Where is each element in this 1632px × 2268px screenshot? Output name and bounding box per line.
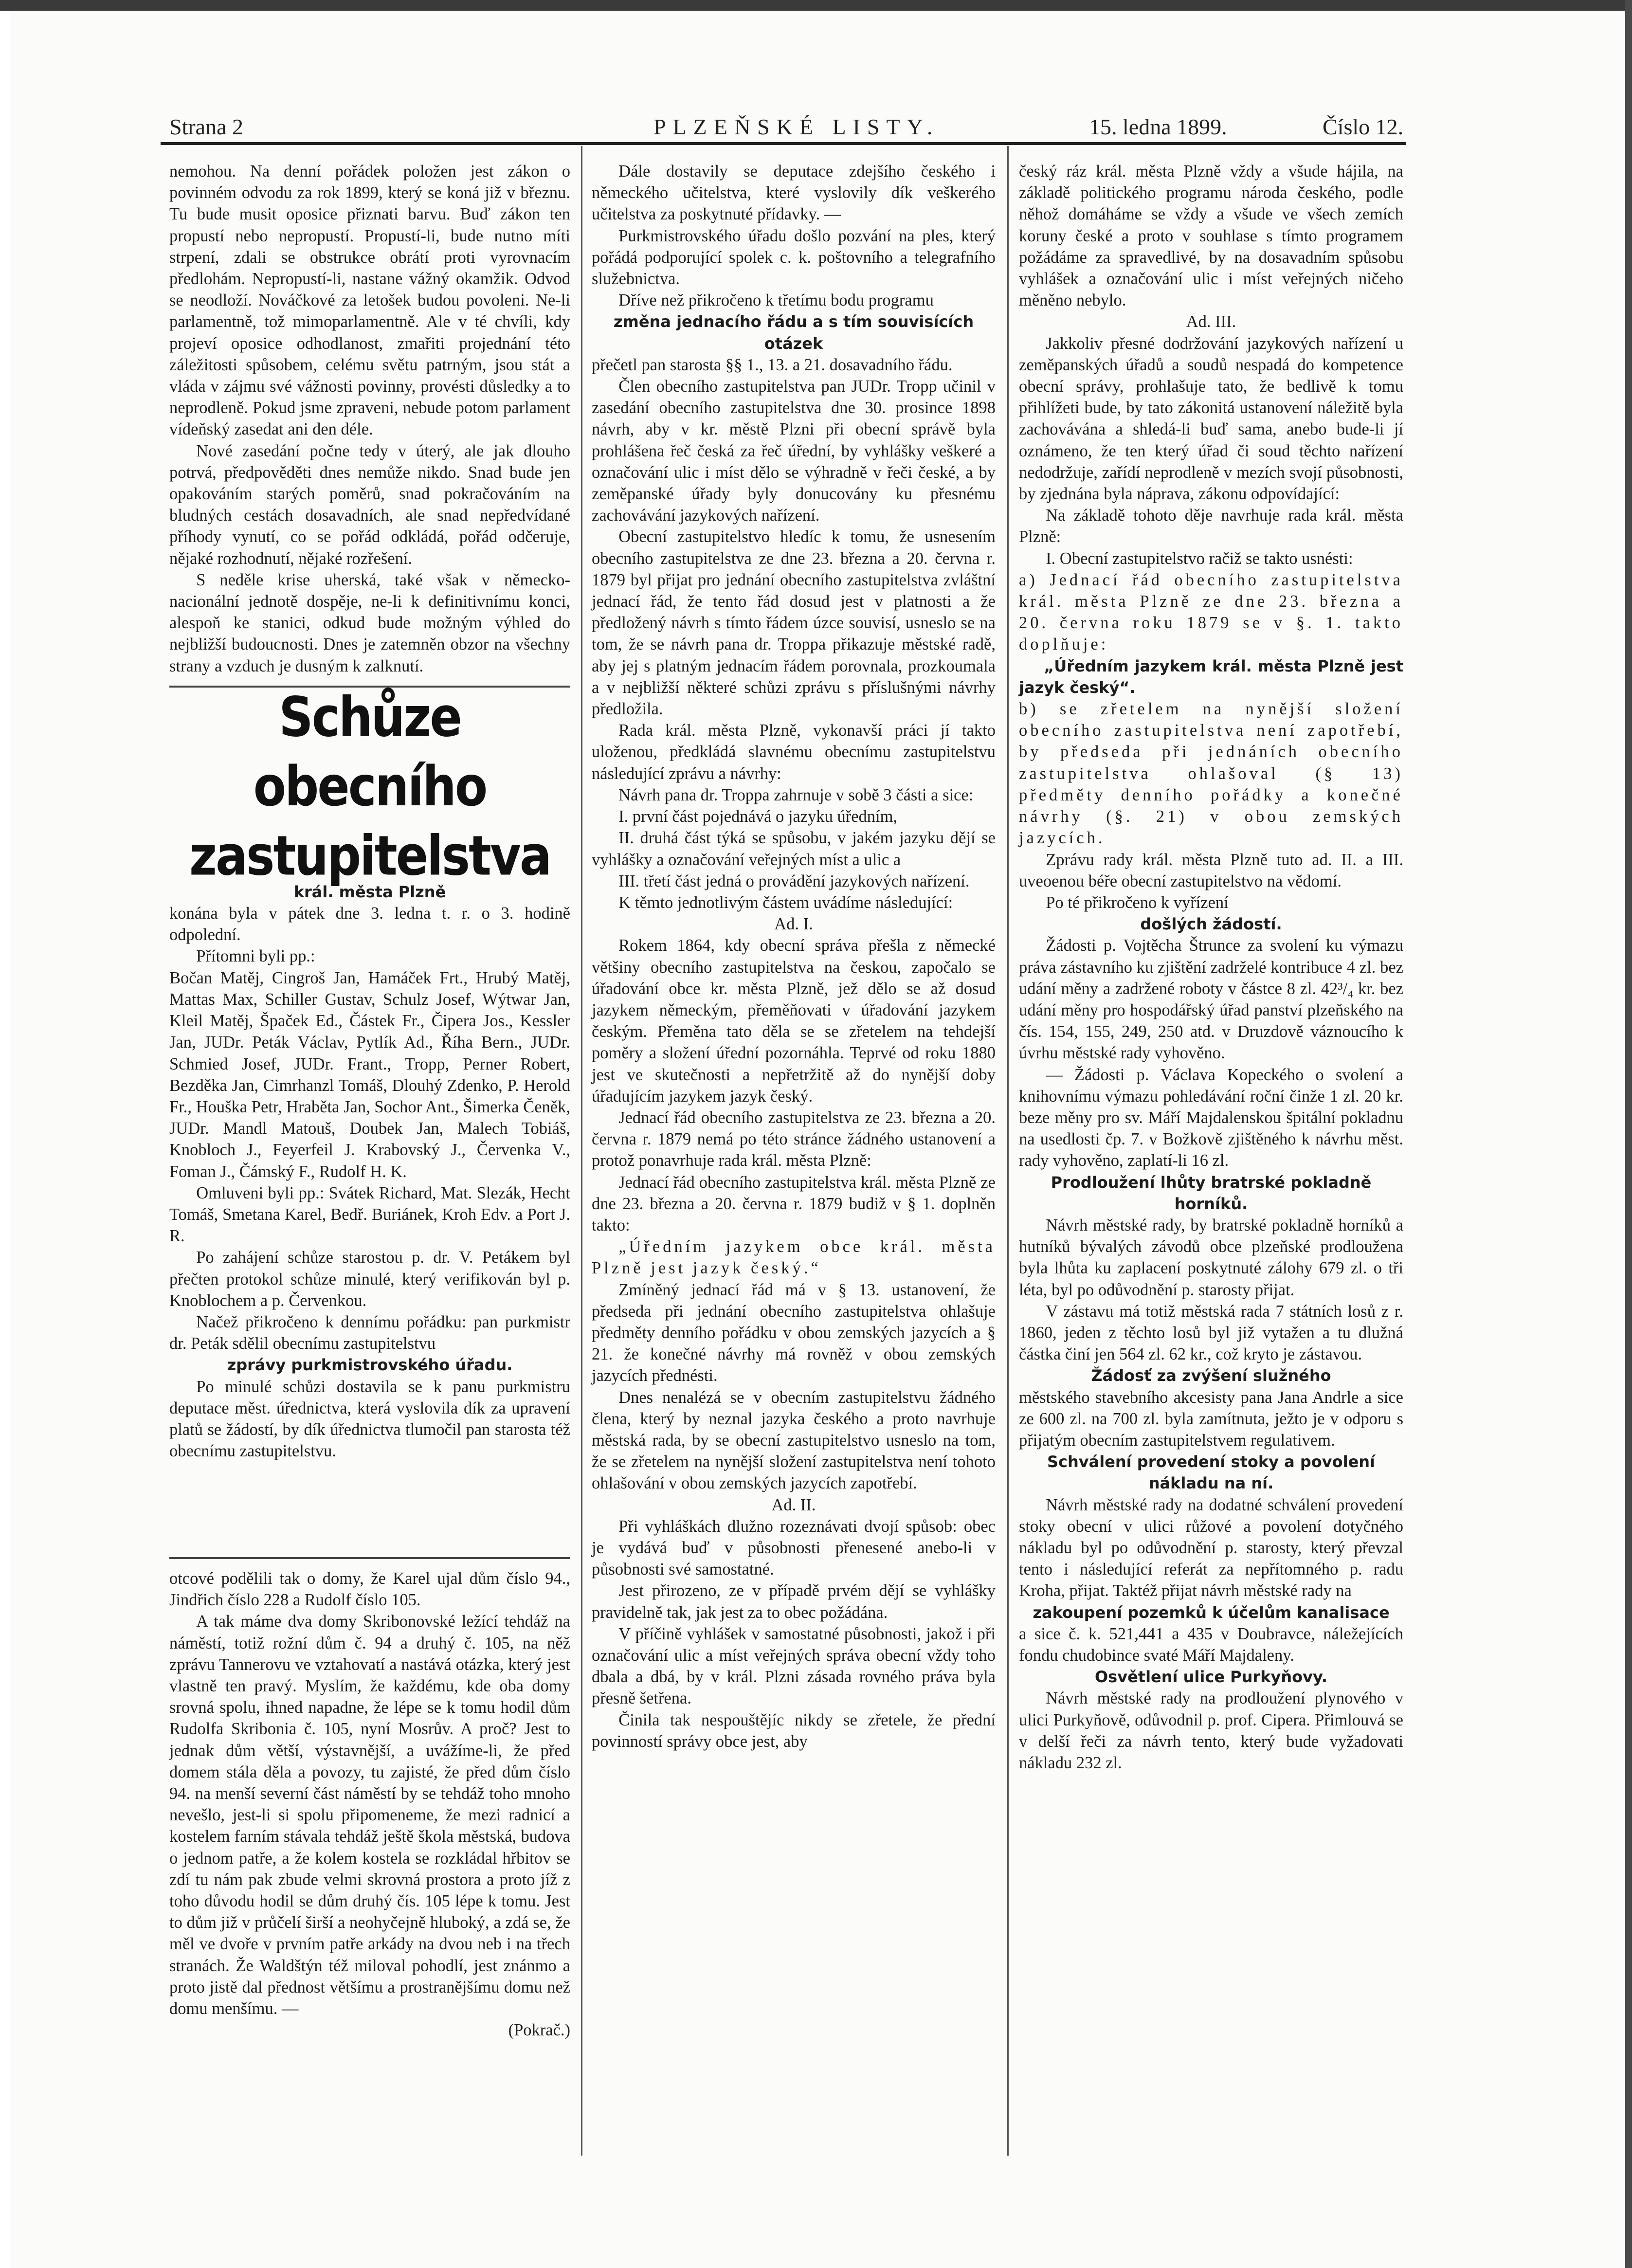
article-paragraph: A tak máme dva domy Skribonovské ležící tehdáž na náměstí, totiž rožní dům č. 94 a druhý č. 105, na něž zprávu Tannerovu ve vztahovatí a nastává otázka, který jest vlastně ten pravý. Myslím, že každému, kde oba domy srovná spolu, ihned napadne, že lépe se k tomu hodil dům Rudolfa Skribonia č. 105, nyní Mosrův. A proč? Jest to jednak dům větší, výstavnější, a uvážíme-li, že před domem stála děla a povozy, tu zajisté, že před dům číslo 94. na menší severní část náměstí by se tehdáž toho mnoho nevešlo, jest-li si spolu připomeneme, že mezi radnicí a kostelem farním stávala tehdáž ještě škola městská, budova o jednom patře, a že kolem kostela se rozkládal hřbitov se zdí tu nám pak zbude velmi skrovná prostora a proto jíž z toho důvodu hodil se dům druhý čís. 105 lépe k tomu. Jest to dům již v průčelí širší a neohyčejně hluboký, a zdá se, že měl ve dvoře v prvním patře arkády na dvou neb i na třech stranách. Že Waldštýn též miloval pohodlí, jest znánmo a proto jistě dal přednost většímu a prostranějšímu domu než domu menšímu. — — [169, 1612, 570, 2018]
article-paragraph: Rokem 1864, kdy obecní správa přešla z německé většiny obecního zastupitelstva na českou, započalo se úřadování obce kr. města Plzně, jež dělo se až dosud jazykem německým, přeměňovati v úřadování jazykem českým. Přeměna tato děla se se zřetelem na tehdejší poměry a složení úřední pozornáhla. Teprvé od roku 1880 jest ve skutečnosti a nepřetržitě až do nynější doby úřadujícím jazykem jazyk český. — [592, 936, 996, 1106]
article-paragraph: Zmíněný jednací řád má v § 13. ustanovení, že předseda při jednání obecního zastupitelstva ohlašuje předměty denního pořádku v obou zemských jazycích a § 21. že konečné návrhy má rovněž v obou zemských jazycích přednésti. — [592, 1280, 996, 1385]
article-paragraph: I. Obecní zastupitelstvo račiž se takto usnésti: — [1046, 549, 1353, 568]
subsection-heading: zakoupení pozemků k účelům kanalisace — [1033, 1603, 1390, 1622]
section-subtitle: král. města Plzně — [293, 882, 446, 901]
list-item: II. druhá část týká se spůsobu, v jakém jazyku dějí se vyhlášky a označování veřejných míst a ulic a — [592, 829, 996, 869]
subsection-heading: Prodloužení lhůty bratrské pokladně horníků. — [1051, 1173, 1372, 1213]
ad-label: Ad. I. — [774, 915, 813, 934]
subsection-heading: došlých žádostí. — [1140, 915, 1282, 934]
scan-border-right — [1625, 0, 1632, 2268]
article-paragraph: Zprávu rady král. města Plzně tuto ad. II. a III. uveoenou béře obecní zastupitelstvo na vědomí. — [1019, 850, 1403, 890]
article-paragraph: Při vyhláškách dlužno rozeznávati dvojí spůsob: obec je vydává buď v působnosti přenesené anebo-li v působnosti své samostatné. — [592, 1517, 996, 1579]
article-paragraph: Návrh pana dr. Troppa zahrnuje v sobě 3 části a sice: — [618, 785, 974, 804]
quoted-amendment: „Úředním jazykem král. města Plzně jest jazyk český“. — [1019, 656, 1403, 697]
article-paragraph: Přítomni byli pp.: — [196, 947, 315, 966]
article-paragraph: nemohou. Na denní pořádek položen jest zákon o povinném odvodu za rok 1899, který se koná již v březnu. Tu bude musit oposice přiznati barvu. Buď zákon ten propustí nebo nepropustí. Propustí-li, bude nutno míti strpení, zdali se obstrukce obrátí proti vyrovnacím předlohám. Nepropustí-li, nastane vážný okamžik. Odvod se neodloží. Nováčkové za letošek budou povoleni. Ne-li parlamentně, tož mimoparlamentně. Ale v té chvíli, kdy projeví oposice odhodlanost, zmařiti projednání této záležitosti spůsobem, celému světu patrným, jsou stát a vláda v zájmu své vážnosti povinny, provésti důsledky a to neprodleně. Pokud jsme zpraveni, nebude potom parlament vídeňský zasedat ani den déle. — [169, 162, 570, 439]
column-2 — [592, 161, 996, 1752]
article-paragraph: Po minulé schůzi dostavila se k panu purkmistru deputace měst. úřednictva, která vyslovila dík za upravení platů se žádostí, by dík úřednictva tlumočil pan starosta též obecnímu zastupitelstvu. — [169, 1377, 570, 1461]
article-paragraph: Purkmistrovského úřadu došlo pozvání na ples, který pořádá podporující spolek c. k. poštovního a telegrafního služebnictva. — [592, 226, 996, 289]
resolution-item: a) Jednací řád obecního zastupitelstva král. města Plzně ze dne 23. března a 20. června roku 1879 se v §. 1. takto doplňuje: — [1019, 570, 1403, 654]
article-paragraph: Dále dostavily se deputace zdejšího českého i německého učitelstva, které vyslovily dík veškerého učitelstva za poskytnuté přídavky. — — [592, 162, 996, 224]
article-paragraph: přečetl pan starosta §§ 1., 13. a 21. dosavadního řádu. — [592, 355, 953, 374]
article-paragraph: konána byla v pátek dne 3. ledna t. r. o 3. hodině odpolední. — [169, 904, 570, 944]
attendee-list: Bočan Matěj, Cingroš Jan, Hamáček Frt., Hrubý Matěj, Mattas Max, Schiller Gustav, Schulz Josef, Wýtwar Jan, Kleil Matěj, Špaček Ed., Částek Fr., Čipera Jos., Kessler Jan, JUDr. Peták Václav, Pytlík Ad., Říha Bern., JUDr. Schmied Josef, JUDr. Frant., Tropp, Perner Robert, Bezděka Jan, Cimrhanzl Tomáš, Dlouhý Zdenko, P. Herold Fr., Houška Petr, Hraběta Jan, Sochor Ant., Šimerka Čeněk, JUDr. Mandl Matouš, Doubek Jan, Malech Tobiáš, Knobloch J., Feyerfeil J. Krabovský J., Červenka V., Foman J., Čámský F., Rudolf H. K. — [169, 968, 570, 1181]
article-paragraph: Návrh městské rady na prodloužení plynového v ulici Purkyňově, odůvodnil p. prof. Cipera. Přimlouvá se v delší řeči za návrh tento, který bude vyžadovati nákladu 232 zl. — [1019, 1689, 1403, 1773]
list-item: I. první část pojednává o jazyku úředním, — [618, 807, 898, 826]
article-paragraph: V zástavu má totiž městská rada 7 státních losů z r. 1860, jeden z těchto losů byl již vytažen a tu dlužná částka činí jen 564 zl. 62 kr., což kryto je zástavou. — [1019, 1302, 1403, 1364]
article-paragraph: Jest přirozeno, ze v případě prvém dějí se vyhlášky pravidelně tak, jak jest za to obec požádána. — [592, 1581, 996, 1622]
article-paragraph: Člen obecního zastupitelstva pan JUDr. Tropp učinil v zasedání obecního zastupitelstva dne 30. prosince 1898 návrh, aby v kr. městě Plzni při obecní správě byla prohlášena řeč česká za řeč úřední, by vyhlášky veškeré a označování ulic i míst dělo se výhradně v řeči české, a by zeměpanské úřady byly donucovány ku přesnému zachovávání jazykových nařízení. — [592, 377, 996, 525]
column-divider-right — [1007, 146, 1009, 2156]
article-paragraph: Jakkoliv přesné dodržování jazykových nařízení u zeměpanských úřadů a soudů nespadá do kompetence obecní správy, prohlašuje tato, že bedlivě k tomu přihlížeti bude, by tato zákonitá ustanovení náležitě byla zachovávána a shledá-li buď sama, anebo bude-li jí oznámeno, že ten který úřad či soud těchto nařízení nedodržuje, zařídí neprodleně v mezích svojí působnosti, by zjednána byla náprava, zákonu odpovídající: — [1019, 334, 1403, 504]
article-paragraph: Žádosti p. Vojtěcha Štrunce za svolení ku výmazu práva zástavního ku zjištění zadrželé kontribuce 4 zl. bez udání měny a zadržené roboty v částce 8 zl. 42³/₄ kr. bez udání měny pro hospodářský úřad panství plzeňského na čís. 154, 155, 249, 250 atd. v Druzdově váznoucího k úvrhu městské rady vyhověno. — [1019, 936, 1403, 1063]
article-paragraph: Obecní zastupitelstvo hledíc k tomu, že usnesením obecního zastupitelstva ze dne 23. března a 20. června r. 1879 byl přijat pro jednání obecního zastupitelstva zvláštní jednací řád, že tento řád dosud jest v platnosti a že předložený návrh s tímto řádem úzce souvisí, usneslo se na tom, že se návrh pana dr. Troppa přikazuje městské radě, aby jej s platným jednacím řádem porovnala, prozkoumala a v nejbližší některé schůzi zprávu s příslušnými návrhy předložila. — [592, 527, 996, 719]
article-paragraph: Jednací řád obecního zastupitelstva ze 23. března a 20. června r. 1879 nemá po této stránce žádného ustanovení a protož ponavrhuje rada král. města Plzně: — [592, 1108, 996, 1170]
quoted-amendment: „Úředním jazykem obce král. města Plzně jest jazyk český.“ — [592, 1237, 996, 1278]
article-paragraph: Po zahájení schůze starostou p. dr. V. Petákem byl přečten protokol schůze minulé, který verifikován byl p. Knoblochem a p. Červenkou. — [169, 1248, 570, 1310]
article-paragraph: Načež přikročeno k dennímu pořádku: pan purkmistr dr. Peták sdělil obecnímu zastupitelstvu — [169, 1312, 570, 1353]
article-paragraph: Dříve než přikročeno k třetímu bodu programu — [618, 291, 934, 310]
column-1 — [169, 161, 570, 1462]
article-paragraph: Činila tak nespouštějíc nikdy se zřetele, že přední povinností správy obce jest, aby — [592, 1710, 996, 1751]
article-paragraph: S neděle krise uherská, také však v německo-nacionální jednotě dospěje, ne-li k definitivnímu konci, alespoň ke stanici, odkud bude možným výhled do nejbližší budoucnosti. Dnes je zatemněn obzor na všechny strany a vzduch je dusným k zalknutí. — [169, 570, 570, 675]
column-divider-left — [581, 146, 582, 2156]
article-paragraph: V příčině vyhlášek v samostatné působnosti, jakož i při označování ulic a míst veřejných správa obecní vždy toho dbala a dbá, by v král. Plzni zásada rovného práva byla přesně šetřena. — [592, 1624, 996, 1708]
subsection-heading: Schválení provedení stoky a povolení nákladu na ní. — [1047, 1452, 1376, 1493]
feuilleton-rule — [169, 1557, 570, 1559]
article-paragraph: Jednací řád obecního zastupitelstva král. města Plzně ze dne 23. března a 20. června r. 1879 budiž v § 1. doplněn takto: — [592, 1173, 996, 1234]
subsection-heading: zprávy purkmistrovského úřadu. — [227, 1356, 513, 1375]
article-paragraph: Nové zasedání počne tedy v úterý, ale jak dlouho potrvá, předpověděti dnes nemůže nikdo. Snad bude jen opakováním starých poměrů, snad pokračováním na bludných cestách dosavadních, ale snad nepředvídané příhody vynutí, co se pořád odkládá, pořád odčeruje, nějaké rozhodnutí, nějaké rozřešení. — [169, 441, 570, 568]
article-paragraph: otcové podělili tak o domy, že Karel ujal dům číslo 94., Jindřich číslo 228 a Rudolf číslo 105. — [169, 1569, 570, 1610]
article-paragraph: Na základě tohoto děje navrhuje rada král. města Plzně: — [1019, 506, 1403, 546]
issue-number: Číslo 12. — [1323, 114, 1404, 139]
page-number: Strana 2 — [169, 114, 244, 139]
page-header — [161, 108, 1406, 147]
header-rule — [161, 142, 1406, 145]
list-item: III. třetí část jedná o provádění jazykových nařízení. — [618, 871, 970, 890]
section-title: Schůze obecního zastupitelstva — [189, 685, 550, 889]
article-paragraph: Návrh městské rady, by bratrské pokladně horníků a hutníků bývalých závodů obce plzeňské prodloužena byla lhůta ku zaplacení poskytnuté zálohy 679 zl. o tři léta, byl po odůvodnění p. starosty přijat. — [1019, 1216, 1403, 1299]
article-paragraph: — Žádosti p. Václava Kopeckého o svolení a knihovnímu výmazu pohledávání roční činže 1 zl. 20 kr. beze měny pro sv. Máří Majdalenskou špitální pokladnu na usedlosti čp. 7. v Božkově zjištěného k návrhu měst. rady vyhověno, zaplatí-li 16 zl. — [1019, 1065, 1403, 1170]
article-paragraph: městského stavebního akcesisty pana Jana Andrle a sice ze 600 zl. na 700 zl. byla zamítnuta, ježto je v odporu s přijatým obecním zastupitelstvem regulativem. — [1019, 1388, 1403, 1450]
article-paragraph: K těmto jednotlivým částem uvádíme následující: — [618, 893, 953, 912]
article-paragraph: český ráz král. města Plzně vždy a všude hájila, na základě politického programu národa českého, podle něhož domáháme se vždy a všude ve všech zemích koruny české a proto v souhlase s tímto programem požádáme za spravedlivé, by na dosavadním spůsobu vyhlášek a označování ulic i míst veřejných ničeho měněno nebylo. — [1019, 162, 1403, 310]
resolution-item: b) se zřetelem na nynější složení obecního zastupitelstva není zapotřebí, by předseda při jednáních obecního zastupitelstva ohlašoval (§ 13) předměty denního pořádky a konečné návrhy (§. 21) v obou zemských jazycích. — [1019, 700, 1403, 848]
article-paragraph: Návrh městské rady na dodatné schválení provedení stoky obecní v ulici růžové a povolení dotyčného nákladu byl po odůvodnění p. starosty, který převzal tento i následující referát za nepřítomného p. radu Kroha, přijat. Taktéž přijat návrh městské rady na — [1019, 1495, 1403, 1600]
column-3 — [1019, 161, 1403, 1774]
column-1-feuilleton — [169, 1568, 570, 2041]
article-paragraph: Dnes nenalézá se v obecním zastupitelstvu žádného člena, který by neznal jazyka českého a proto navrhuje městská rada, by se obecní zastupitelstvo usneslo na tom, že se zřetelem na nynější složení zastupitelstva není tohoto ohlašování v obou zemských jazycích zapotřebí. — [592, 1388, 996, 1493]
ad-label: Ad. III. — [1186, 312, 1236, 331]
subsection-heading: změna jednacího řádu a s tím souvisících otázek — [613, 312, 974, 353]
subsection-heading: Žádosť za zvýšení služného — [1091, 1366, 1331, 1385]
scan-border-top — [0, 0, 1632, 11]
ad-label: Ad. II. — [771, 1495, 816, 1514]
article-paragraph: Po té přikročeno k vyřízení — [1046, 893, 1229, 912]
continued-note: (Pokrač.) — [508, 2021, 570, 2040]
article-paragraph: a sice č. k. 521,441 a 435 v Doubravce, náležejících fondu chudobince svaté Máří Majdaleny. — [1019, 1624, 1403, 1665]
newspaper-title: PLZEŇSKÉ LISTY. — [653, 114, 940, 139]
article-paragraph: Rada král. města Plzně, vykonavší práci jí takto uloženou, předkládá slavnému obecnímu zastupitelstvu následující zprávu a návrhy: — [592, 721, 996, 783]
subsection-heading: Osvětlení ulice Purkyňovy. — [1094, 1668, 1328, 1687]
article-paragraph: Omluveni byli pp.: Svátek Richard, Mat. Slezák, Hecht Tomáš, Smetana Karel, Bedř. Buriánek, Kroh Edv. a Port J. R. — [169, 1183, 570, 1246]
issue-date: 15. ledna 1899. — [1089, 114, 1227, 139]
